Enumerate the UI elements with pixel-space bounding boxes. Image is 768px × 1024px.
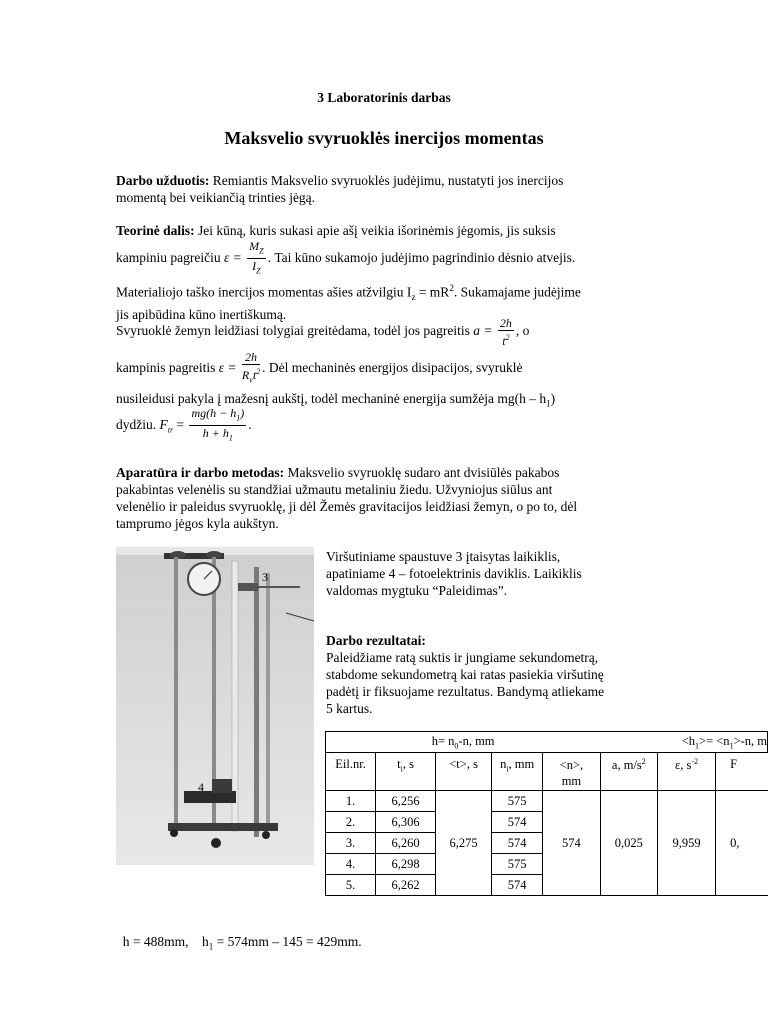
table-header-row <box>326 753 768 791</box>
header-n: $n_i$, mm <box>492 753 543 791</box>
cell-a: 0,025 <box>600 791 657 896</box>
eq4-num: mg(h − h <box>191 406 237 421</box>
cell-n: 574 <box>492 875 543 896</box>
cell-t: 6,298 <box>376 854 436 875</box>
theory-text-7: nusileidusi pakyla į mažesnį aukštį, todėl mechaninė energija sumžėja mg(h – h <box>116 391 547 406</box>
eq3-den-2: t <box>252 368 257 383</box>
theory-text-5a: Svyruoklė žemyn leidžiasi tolygiai greitėdama, todėl jos pagreitis <box>116 323 474 338</box>
footer-values <box>116 918 362 952</box>
side-text-1: Viršutiniame spaustuve 3 įtaisytas laikiklis, <box>326 549 561 564</box>
theory-text-3c: . Sukamajame judėjime <box>453 284 581 300</box>
theory-text-8a: dydžiu. <box>116 417 160 432</box>
eq4-lhs-sub: tr <box>167 425 174 435</box>
eq3-fraction <box>242 351 260 386</box>
header-t-avg: <t>, s <box>435 753 491 791</box>
eq2-num: 2h <box>499 315 512 330</box>
theory-text-3-sub: z <box>411 292 416 303</box>
footer-h1-sub: 1 <box>208 941 214 952</box>
apparatus-text-3: velenėlio ir paleidus svyruoklę, ji dėl Žemės gravitacijos leidžiasi žemyn, o po to, dėl <box>116 499 578 514</box>
apparatus-label: Aparatūra ir darbo metodas: <box>116 465 285 480</box>
header-nr: Eil.nr. <box>326 753 376 791</box>
header-n-avg: <n>, mm <box>543 753 601 791</box>
cell-eps: 9,959 <box>657 791 715 896</box>
eq4-den-sub: 1 <box>228 433 233 443</box>
cell-t: 6,262 <box>376 875 436 896</box>
theory-label: Teorinė dalis: <box>116 223 195 238</box>
side-text-2: apatiniame 4 – fotoelektrinis daviklis. Laikiklis <box>326 566 582 581</box>
results-text-1: Paleidžiame ratą suktis ir jungiame sekundometrą, <box>326 650 599 665</box>
eq1-num: M <box>249 239 260 254</box>
theory-text-2b: . Tai kūno sukamojo judėjimo pagrindinio dėsnio atvejis. <box>267 250 576 265</box>
side-description <box>326 548 656 599</box>
eq2-den: t <box>502 333 506 348</box>
eq1-den: I <box>252 259 257 274</box>
cell-f: 0, <box>716 791 768 896</box>
table-row <box>326 791 768 812</box>
theory-text-7b: ) <box>550 391 556 406</box>
cell-n: 574 <box>492 812 543 833</box>
eq4-den: h + h <box>202 426 229 441</box>
eq1-fraction <box>247 240 265 278</box>
header-f: F <box>716 753 768 791</box>
cell-n-avg: 574 <box>543 791 601 896</box>
results-text-3: padėtį ir fiksuojame rezultatus. Bandymą atliekame <box>326 684 605 699</box>
theory-text-5b: , o <box>515 323 530 338</box>
theory-text-6b: . Dėl mechaninės energijos disipacijos, svyruklė <box>262 360 523 375</box>
eq2-lhs: a = <box>473 323 496 338</box>
results-label: Darbo rezultatai: <box>326 633 426 648</box>
eq4-num-end: ) <box>240 406 245 421</box>
theory-line-1 <box>116 222 656 239</box>
cell-nr: 3. <box>326 833 376 854</box>
apparatus-paragraph <box>116 464 656 532</box>
cell-t-avg: 6,275 <box>435 791 491 896</box>
results-table <box>325 731 768 896</box>
eq4-fraction <box>189 407 246 445</box>
eq3-den-sup: 2 <box>256 367 261 377</box>
theory-line-2 <box>116 238 656 278</box>
theory-line-8 <box>116 404 656 452</box>
theory-text-8b: . <box>248 417 252 432</box>
cell-t: 6,256 <box>376 791 436 812</box>
results-paragraph <box>326 632 656 717</box>
theory-line-6 <box>116 350 656 387</box>
apparatus-text-4: tamprumo jėgos kyla aukštyn. <box>116 516 279 531</box>
eq1-lhs: ε = <box>223 250 246 265</box>
eq3-den-sub: v <box>249 375 253 385</box>
cell-nr: 5. <box>326 875 376 896</box>
cell-n: 574 <box>492 833 543 854</box>
eq3-den: R <box>241 368 250 383</box>
cell-t: 6,306 <box>376 812 436 833</box>
task-text-2: momentą bei veikiančią trinties jėgą. <box>116 190 316 205</box>
footer-h1-val: = 574mm – 145 = 429mm. <box>213 934 362 949</box>
apparatus-text-2: pakabintas velenėlis su standžiai užmautu metaliniu žiedu. Užvyniojus siūlus ant <box>116 482 553 497</box>
eq1-num-sub: Z <box>259 246 264 256</box>
results-text-4: 5 kartus. <box>326 701 373 716</box>
eq4-num-sub: 1 <box>236 413 241 423</box>
apparatus-illustration <box>116 547 314 865</box>
eq3-num: 2h <box>242 351 260 365</box>
side-text-3: valdomas mygtuku “Paleidimas”. <box>326 583 508 598</box>
task-label: Darbo užduotis: <box>116 173 210 188</box>
lab-number: 3 Laboratorinis darbas <box>317 90 451 105</box>
apparatus-text-1: Maksvelio svyruoklę sudaro ant dvisiūlės pakabos <box>284 465 560 480</box>
apparatus-photo <box>116 547 314 865</box>
theory-line-5 <box>116 314 656 348</box>
table-top-left: $h= n_0-n$, mm <box>326 732 601 753</box>
theory-text-6a: kampinis pagreitis <box>116 360 219 375</box>
theory-text-7-sub: 1 <box>546 398 551 409</box>
eq4-eq: = <box>173 417 188 432</box>
theory-text-2a: kampiniu pagreičiu <box>116 250 224 265</box>
theory-text-1: Jei kūną, kuris sukasi apie ašį veikia išorinėmis jėgomis, jis suksis <box>194 223 556 238</box>
table-top-right: $<h_1>= <n_1>-n$, m <box>600 732 767 753</box>
eq2-den-sup: 2 <box>505 332 510 342</box>
cell-nr: 1. <box>326 791 376 812</box>
results-text-2: stabdome sekundometrą kai ratas pasiekia viršutinę <box>326 667 604 682</box>
task-text-1: Remiantis Maksvelio svyruoklės judėjimu, nustatyti jos inercijos <box>209 173 564 188</box>
theory-text-3-sup: 2 <box>449 283 454 293</box>
footer-h: h = 488mm, <box>122 934 189 949</box>
theory-text-4: jis apibūdina kūno inertiškumą. <box>116 307 287 323</box>
cell-nr: 2. <box>326 812 376 833</box>
cell-nr: 4. <box>326 854 376 875</box>
header-t: $t_i$, s <box>376 753 436 791</box>
photo-label-4: 4 <box>198 780 204 794</box>
cell-t: 6,260 <box>376 833 436 854</box>
footer-h1: h <box>202 934 209 949</box>
table-top-row <box>326 732 768 753</box>
photo-label-3: 3 <box>262 570 268 584</box>
eq2-fraction <box>498 317 514 347</box>
header-eps: ε, $s^{-2}$ <box>657 753 715 791</box>
task-paragraph <box>116 172 656 206</box>
header-a: a, $m/s^2$ <box>600 753 657 791</box>
theory-text-3b: = mR <box>415 284 450 300</box>
theory-text-3: Materialiojo taško inercijos momentas ašies atžvilgiu I <box>116 284 412 300</box>
page-title: Maksvelio svyruoklės inercijos momentas <box>224 128 544 148</box>
eq4-lhs: F <box>159 417 168 432</box>
eq1-den-sub: Z <box>256 266 261 276</box>
cell-n: 575 <box>492 791 543 812</box>
eq3-lhs: ε = <box>218 360 240 375</box>
cell-n: 575 <box>492 854 543 875</box>
